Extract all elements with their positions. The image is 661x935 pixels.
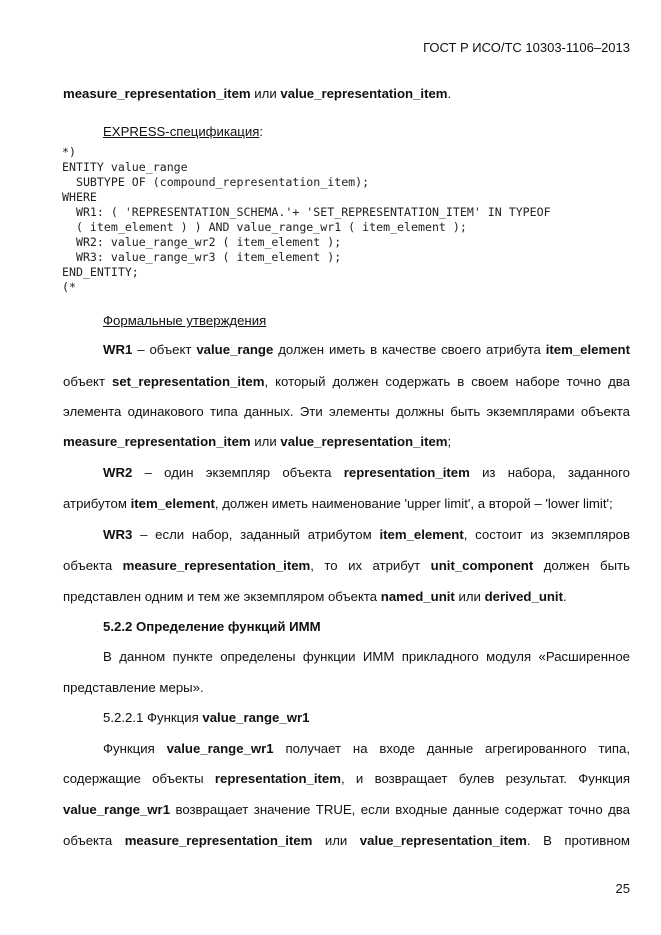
text: . В противном [526,833,630,848]
text: из набора, заданного [469,465,630,480]
text: В данном пункте определены функции ИММ прикладного модуля «Расширенное [103,649,630,664]
wr1-line-1 [103,342,630,360]
term: measure_representation_item [124,833,313,848]
code-line: ( item_element ) ) AND value_range_wr1 ( item_element ); [62,220,467,234]
express-label [103,124,263,139]
code-line: END_ENTITY; [62,265,139,279]
text: : [259,124,264,139]
text: атрибутом [63,496,131,511]
text: или [250,86,281,101]
term: value_range_wr1 [202,710,310,725]
term: value_range_wr1 [166,741,274,756]
term: value_representation_item [280,86,448,101]
term: representation_item [214,771,341,786]
wr1-line-3 [63,404,630,422]
text: , должен иметь наименование 'upper limit', а второй – 'lower limit'; [214,496,613,511]
term: item_element [130,496,215,511]
term: measure_representation_item [63,434,251,449]
code-line: ENTITY value_range [62,160,188,174]
text: . [563,589,567,604]
text: – один экземпляр объекта [132,465,344,480]
text: , состоит из экземпляров [463,527,630,542]
text: объекта [63,558,123,573]
text: представлен одним и тем же экземпляром объекта [63,589,381,604]
term: unit_component [430,558,534,573]
term: measure_representation_item [122,558,311,573]
text: , который должен содержать в своем наборе точно два [264,374,630,389]
text: элемента одинакового типа данных. Эти элементы должны быть экземплярами объекта [63,404,630,419]
text: возвращает значение TRUE, если входные данные содержат точно два [170,802,630,817]
term: value_range [196,342,274,357]
term: item_element [545,342,630,357]
text: , и возвращает булев результат. Функция [340,771,630,786]
section-5-2-2-line-2: представление меры». [63,680,204,695]
section-5-2-2-1-line-2 [63,771,630,789]
wr1-line-4 [63,434,451,449]
wr2-line-2 [63,496,613,511]
text: или [312,833,360,848]
wr3-line-3 [63,589,567,604]
code-line: *) [62,145,76,159]
wr3-line-1 [103,527,630,545]
code-line: WR3: value_range_wr3 ( item_element ); [62,250,342,264]
term: WR2 [103,465,133,480]
term: value_representation_item [280,434,448,449]
code-line: WHERE [62,190,97,204]
term: representation_item [343,465,470,480]
term: WR3 [103,527,133,542]
document-header: ГОСТ Р ИСО/ТС 10303-1106–2013 [423,40,630,55]
text: – объект [132,342,197,357]
term: derived_unit [484,589,563,604]
section-5-2-2-1-line-4 [63,833,630,851]
page-number: 25 [615,881,630,896]
wr2-line-1 [103,465,630,483]
text: содержащие объекты [63,771,215,786]
wr3-line-2 [63,558,630,576]
section-5-2-2-1-line-1 [103,741,630,759]
formal-title: Формальные утверждения [103,313,267,328]
term: set_representation_item [112,374,265,389]
term: value_range_wr1 [63,802,171,817]
section-5-2-2-line-1 [103,649,630,667]
code-line: SUBTYPE OF (compound_representation_item); [62,175,370,189]
text: или [250,434,281,449]
wr1-line-2 [63,374,630,392]
express-label-text: EXPRESS-спецификация [103,124,260,139]
text: , то их атрибут [310,558,431,573]
section-heading-5-2-2: 5.2.2 Определение функций ИММ [103,619,321,634]
text: объекта [63,833,125,848]
text: должен иметь в качестве своего атрибута [273,342,546,357]
term: item_element [379,527,464,542]
intro-line [63,86,451,101]
term: value_representation_item [359,833,527,848]
section-5-2-2-1-line-3 [63,802,630,820]
section-heading-5-2-2-1 [103,710,309,725]
term: measure_representation_item [63,86,251,101]
text: ; [447,434,452,449]
code-line: (* [62,280,76,294]
text: 5.2.2.1 Функция [103,710,203,725]
term: named_unit [380,589,455,604]
text: . [447,86,452,101]
term: WR1 [103,342,133,357]
text: или [454,589,485,604]
text: получает на входе данные агрегированного типа, [273,741,630,756]
code-line: WR1: ( 'REPRESENTATION_SCHEMA.'+ 'SET_REPRESENTATION_ITEM' IN TYPEOF [62,205,551,219]
text: – если набор, заданный атрибутом [132,527,380,542]
text: объект [63,374,112,389]
text: должен быть [533,558,630,573]
text: Функция [103,741,167,756]
code-line: WR2: value_range_wr2 ( item_element ); [62,235,342,249]
